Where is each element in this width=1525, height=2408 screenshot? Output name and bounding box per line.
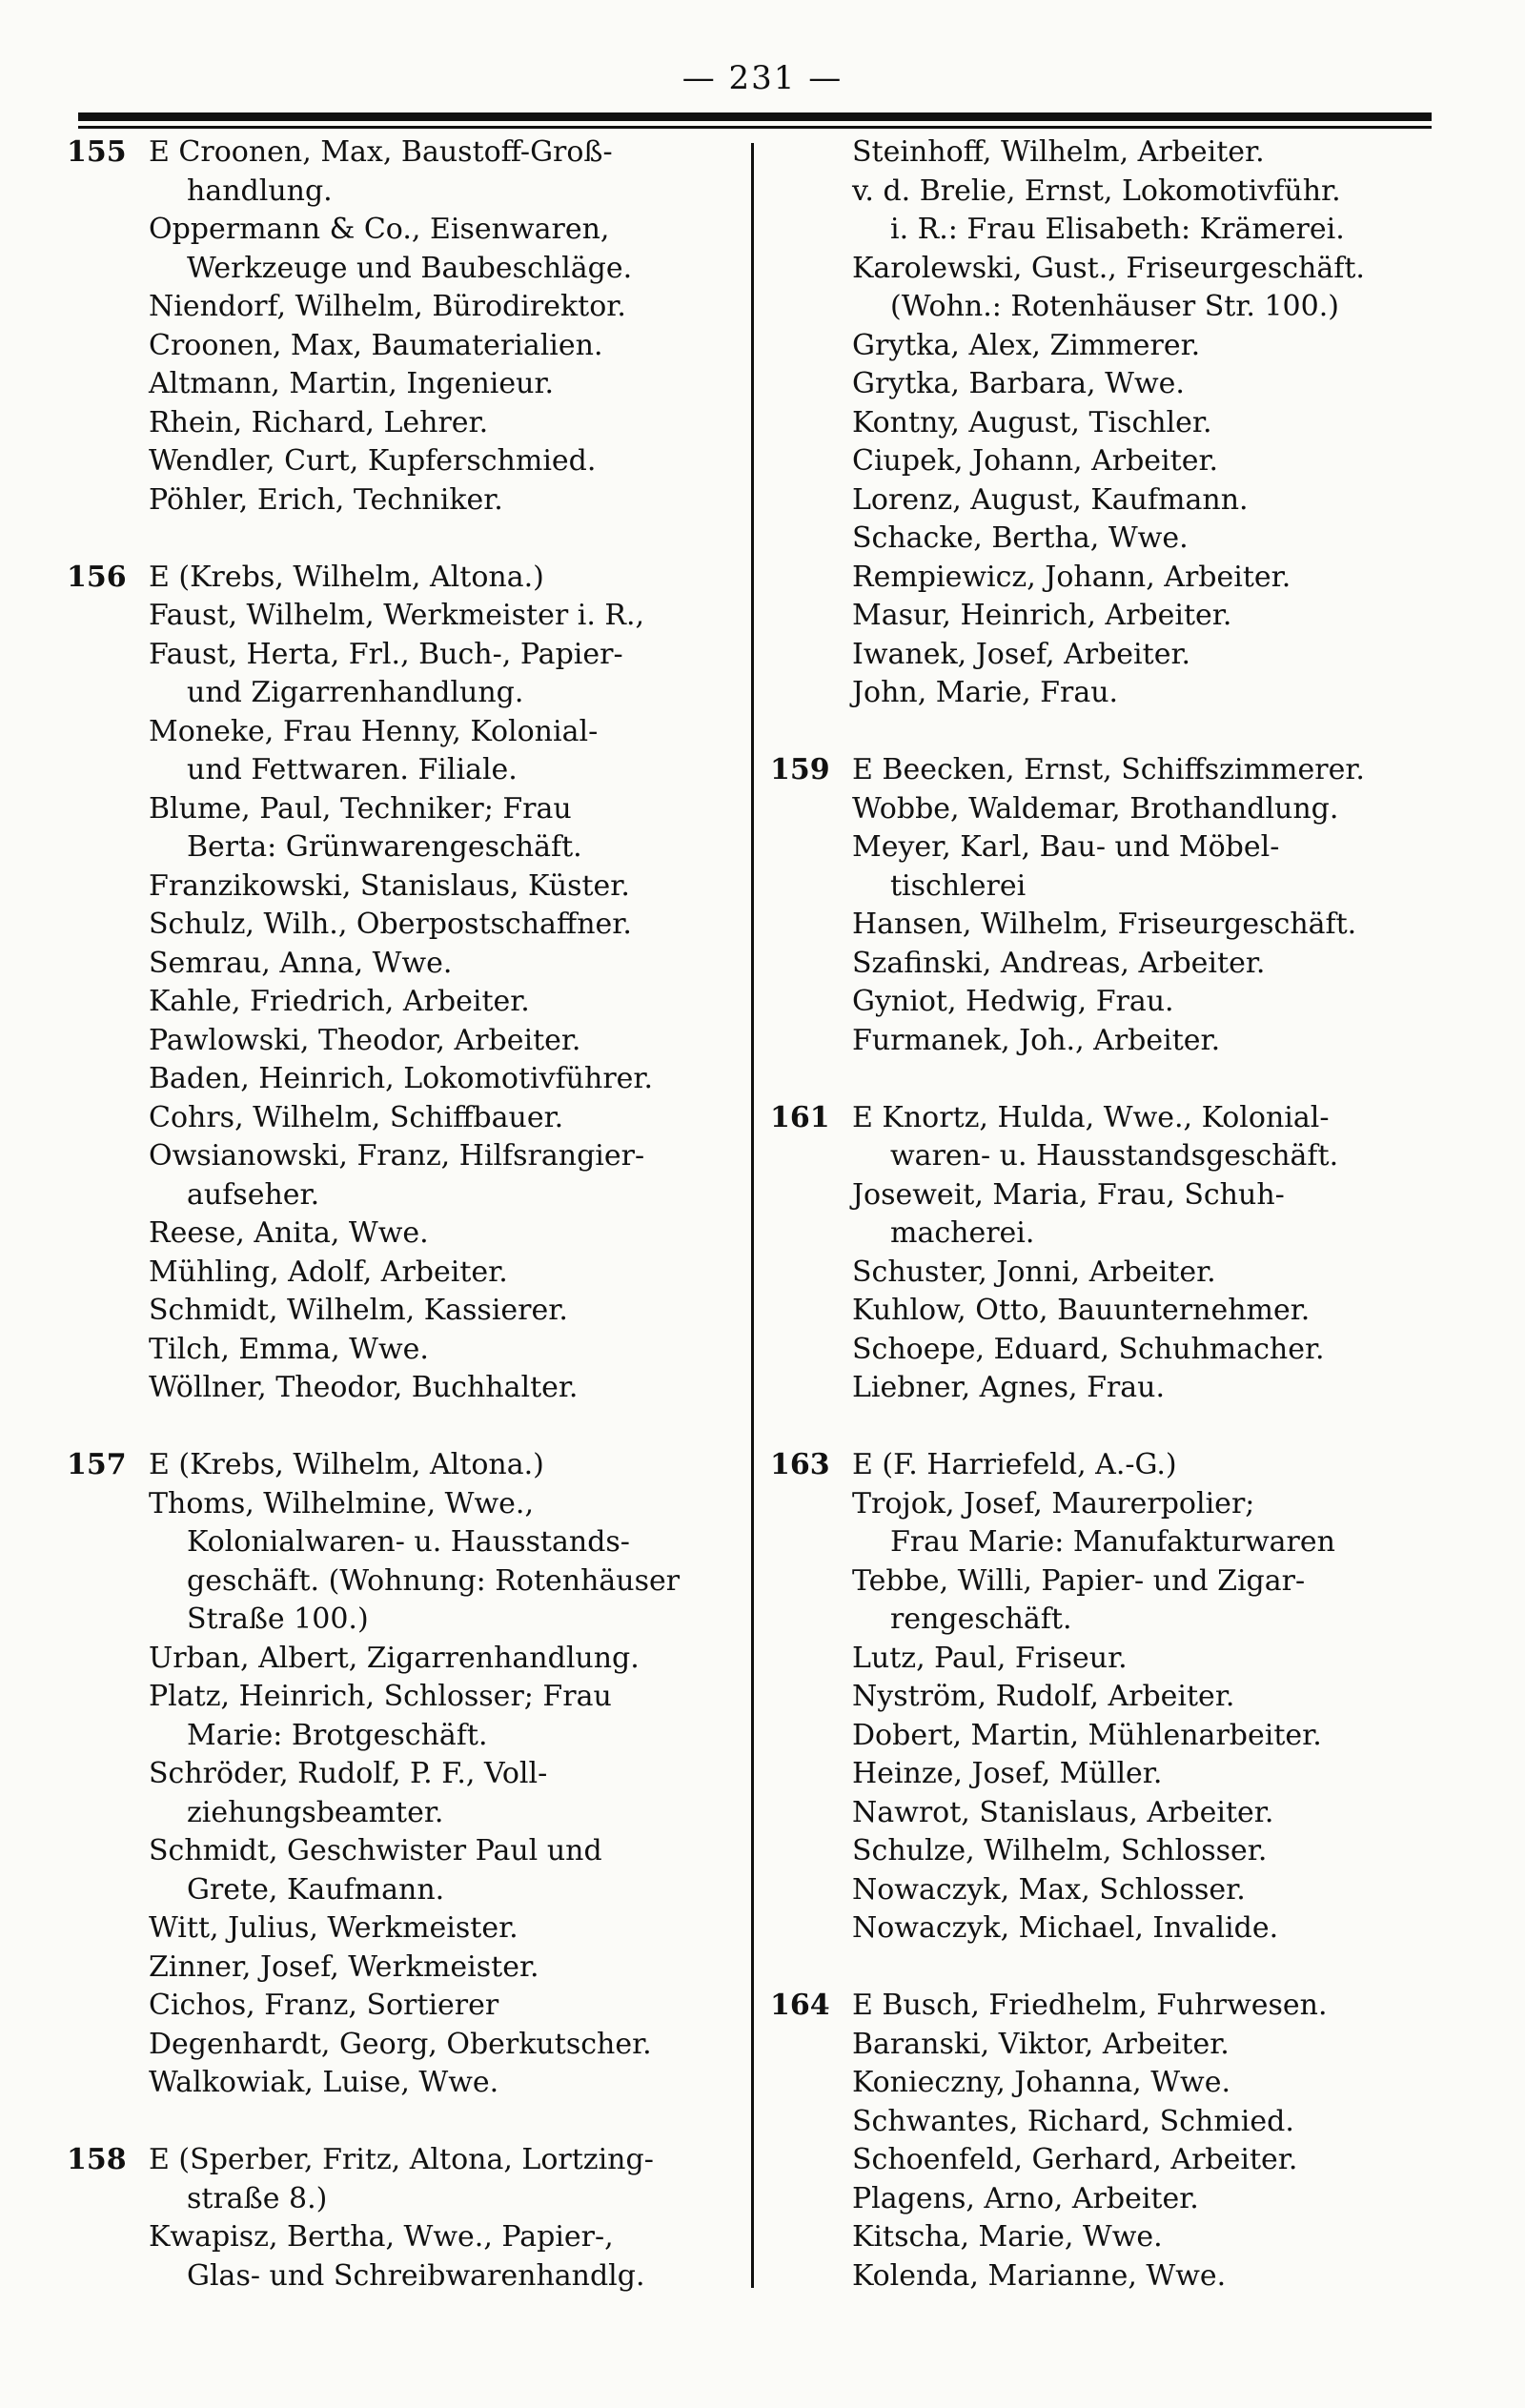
entry-line	[67, 945, 734, 984]
entry-text: Tilch, Emma, Wwe.	[149, 1332, 429, 1366]
entry-line	[770, 1640, 1449, 1679]
entry-line	[67, 906, 734, 945]
entry-line	[770, 1794, 1449, 1833]
entry-line	[770, 442, 1449, 481]
entry-text: Urban, Albert, Zigarrenhandlung.	[149, 1641, 640, 1675]
entry-line	[770, 1099, 1449, 1138]
entry-line	[770, 1485, 1449, 1524]
entry-text: Lutz, Paul, Friseur.	[852, 1641, 1128, 1675]
entry-text: rengeschäft.	[890, 1602, 1072, 1636]
house-number: 156	[67, 560, 127, 594]
entry-text: Steinhoff, Wilhelm, Arbeiter.	[852, 135, 1265, 169]
house-number: 158	[67, 2143, 127, 2176]
entry-text: E (Krebs, Wilhelm, Altona.)	[149, 1448, 544, 1481]
entry-text: Pöhler, Erich, Techniker.	[149, 482, 503, 517]
entry-line	[770, 1446, 1449, 1485]
entry-text: Dobert, Martin, Mühlenarbeiter.	[852, 1718, 1322, 1752]
entry-line	[67, 790, 734, 829]
entry-text: Nowaczyk, Max, Schlosser.	[852, 1872, 1246, 1907]
entry-text: Blume, Paul, Techniker; Frau	[149, 791, 572, 826]
entry-line	[67, 1678, 734, 1717]
entry-text: Nyström, Rudolf, Arbeiter.	[852, 1680, 1235, 1713]
entry-line	[67, 1176, 734, 1215]
entry-text: Schoepe, Eduard, Schuhmacher.	[852, 1332, 1325, 1366]
entry-line	[67, 481, 734, 520]
right-column	[770, 133, 1449, 2296]
entry-text: Cichos, Franz, Sortierer	[149, 1989, 499, 2022]
entry-line	[67, 250, 734, 289]
entry-line	[67, 1601, 734, 1640]
entry-line	[770, 1909, 1449, 1949]
entry-text: Moneke, Frau Henny, Kolonial-	[149, 714, 599, 748]
entry-line	[67, 2064, 734, 2103]
entry-line	[67, 1832, 734, 1871]
entry-line	[67, 1871, 734, 1910]
entry-line	[770, 250, 1449, 289]
entry-text: Kontny, August, Tischler.	[852, 405, 1212, 439]
entry-gap	[67, 520, 734, 559]
entry-line	[67, 404, 734, 443]
entry-line	[67, 636, 734, 675]
entry-text: Karolewski, Gust., Friseurgeschäft.	[852, 251, 1365, 285]
entry-text: tischlerei	[890, 868, 1027, 903]
entry-text: Schacke, Bertha, Wwe.	[852, 521, 1189, 555]
entry-line	[770, 674, 1449, 713]
entry-line	[67, 1446, 734, 1485]
entry-text: Masur, Heinrich, Arbeiter.	[852, 599, 1232, 632]
entry-line	[67, 597, 734, 636]
entry-text: Faust, Herta, Frl., Buch-, Papier-	[149, 637, 623, 671]
entry-text: Schmidt, Geschwister Paul und	[149, 1834, 602, 1867]
entry-line	[770, 751, 1449, 790]
entry-line	[770, 1717, 1449, 1756]
entry-line	[67, 1485, 734, 1524]
entry-line	[67, 751, 734, 790]
entry-line	[67, 867, 734, 907]
entry-line	[770, 1331, 1449, 1370]
entry-text: Wendler, Curt, Kupferschmied.	[149, 444, 597, 478]
entry-line	[67, 1214, 734, 1254]
entry-text: E (F. Harriefeld, A.-G.)	[852, 1448, 1177, 1481]
entry-text: Schröder, Rudolf, P. F., Voll-	[149, 1757, 548, 1790]
entry-line	[770, 404, 1449, 443]
entry-text: Lorenz, August, Kaufmann.	[852, 482, 1249, 517]
entry-line	[770, 327, 1449, 366]
entry-line	[770, 1987, 1449, 2026]
entry-line	[770, 1022, 1449, 1061]
entry-gap	[67, 1408, 734, 1447]
entry-line	[67, 2141, 734, 2180]
entry-line	[67, 1987, 734, 2026]
entry-text: Grete, Kaufmann.	[187, 1872, 445, 1907]
entry-line	[67, 1717, 734, 1756]
entry-text: Ciupek, Johann, Arbeiter.	[852, 444, 1219, 478]
entry-line	[770, 481, 1449, 520]
entry-gap	[770, 1060, 1449, 1099]
entry-gap	[770, 1408, 1449, 1447]
entry-text: Iwanek, Josef, Arbeiter.	[852, 637, 1191, 671]
entry-text: Plagens, Arno, Arbeiter.	[852, 2181, 1199, 2215]
entry-line	[770, 906, 1449, 945]
entry-text: und Zigarrenhandlung.	[187, 676, 524, 709]
entry-line	[770, 983, 1449, 1022]
entry-line	[67, 1022, 734, 1061]
entry-line	[67, 1254, 734, 1293]
entry-line	[67, 674, 734, 713]
house-number: 155	[67, 135, 127, 169]
entry-text: Baranski, Viktor, Arbeiter.	[852, 2027, 1230, 2061]
entry-line	[67, 1949, 734, 1988]
entry-text: Frau Marie: Manufakturwaren	[890, 1525, 1335, 1559]
entry-line	[67, 1794, 734, 1833]
entry-text: Niendorf, Wilhelm, Bürodirektor.	[149, 290, 626, 323]
entry-text: Witt, Julius, Werkmeister.	[149, 1911, 518, 1945]
entry-text: Kolonialwaren- u. Hausstands-	[187, 1525, 630, 1559]
entry-gap	[770, 1949, 1449, 1988]
entry-text: Nawrot, Stanislaus, Arbeiter.	[852, 1795, 1274, 1829]
entry-text: Furmanek, Joh., Arbeiter.	[852, 1023, 1221, 1057]
entry-text: straße 8.)	[187, 2181, 328, 2215]
entry-text: Croonen, Max, Baumaterialien.	[149, 328, 603, 362]
entry-gap	[770, 713, 1449, 752]
entry-text: Schuster, Jonni, Arbeiter.	[852, 1255, 1216, 1289]
entry-line	[770, 636, 1449, 675]
entry-line	[67, 211, 734, 250]
entry-line	[770, 1871, 1449, 1910]
entry-text: Straße 100.)	[187, 1602, 369, 1636]
entry-line	[770, 2218, 1449, 2257]
entry-line	[67, 442, 734, 481]
entry-line	[67, 2026, 734, 2065]
entry-line	[67, 713, 734, 752]
entry-text: Kwapisz, Bertha, Wwe., Papier-,	[149, 2220, 614, 2254]
entry-line	[67, 828, 734, 867]
entry-line	[770, 2103, 1449, 2142]
entry-text: Mühling, Adolf, Arbeiter.	[149, 1255, 508, 1289]
entry-text: Heinze, Josef, Müller.	[852, 1757, 1163, 1790]
entry-text: Walkowiak, Luise, Wwe.	[149, 2066, 499, 2099]
entry-line	[67, 1137, 734, 1176]
entry-text: Schwantes, Richard, Schmied.	[852, 2104, 1294, 2138]
entry-text: Kolenda, Marianne, Wwe.	[852, 2258, 1227, 2293]
entry-text: Wobbe, Waldemar, Brothandlung.	[852, 791, 1339, 826]
entry-gap	[67, 2103, 734, 2142]
left-column	[67, 133, 734, 2296]
entry-line	[770, 365, 1449, 404]
entry-text: (Wohn.: Rotenhäuser Str. 100.)	[890, 290, 1339, 323]
entry-text: Semrau, Anna, Wwe.	[149, 946, 453, 980]
entry-text: Trojok, Josef, Maurerpolier;	[852, 1486, 1255, 1520]
entry-text: geschäft. (Wohnung: Rotenhäuser	[187, 1563, 681, 1598]
entry-text: Werkzeuge und Baubeschläge.	[187, 251, 633, 285]
house-number: 159	[770, 753, 830, 786]
entry-text: Hansen, Wilhelm, Friseurgeschäft.	[852, 908, 1357, 941]
entry-text: Schulze, Wilhelm, Schlosser.	[852, 1834, 1268, 1867]
entry-text: Oppermann & Co., Eisenwaren,	[149, 213, 610, 246]
entry-text: ziehungsbeamter.	[187, 1795, 444, 1829]
entry-text: Tebbe, Willi, Papier- und Zigar-	[852, 1563, 1306, 1598]
entry-text: waren- u. Hausstandsgeschäft.	[890, 1139, 1339, 1173]
entry-text: Rhein, Richard, Lehrer.	[149, 405, 489, 439]
entry-line	[67, 365, 734, 404]
entry-line	[67, 1369, 734, 1408]
entry-text: Franzikowski, Stanislaus, Küster.	[149, 868, 630, 903]
entry-text: i. R.: Frau Elisabeth: Krämerei.	[890, 213, 1345, 246]
entry-text: Joseweit, Maria, Frau, Schuh-	[852, 1177, 1285, 1212]
header-rule-thick	[78, 112, 1432, 121]
entry-line	[67, 1331, 734, 1370]
entry-line	[770, 1755, 1449, 1794]
entry-text: E (Sperber, Fritz, Altona, Lortzing-	[149, 2143, 654, 2176]
entry-text: Platz, Heinrich, Schlosser; Frau	[149, 1680, 612, 1713]
entry-line	[770, 133, 1449, 173]
entry-text: Zinner, Josef, Werkmeister.	[149, 1949, 539, 1984]
entry-text: macherei.	[890, 1216, 1035, 1250]
entry-text: aufseher.	[187, 1177, 320, 1212]
entry-text: und Fettwaren. Filiale.	[187, 753, 518, 786]
entry-line	[67, 1060, 734, 1099]
entry-line	[770, 1562, 1449, 1602]
entry-line	[770, 2141, 1449, 2180]
entry-text: Owsianowski, Franz, Hilfsrangier-	[149, 1139, 645, 1173]
entry-line	[67, 133, 734, 173]
entry-line	[770, 288, 1449, 327]
entry-text: Kitscha, Marie, Wwe.	[852, 2220, 1163, 2254]
header-rule-thin	[78, 126, 1432, 129]
entry-line	[67, 983, 734, 1022]
entry-text: Glas- und Schreibwarenhandlg.	[187, 2258, 645, 2293]
entry-text: Schoenfeld, Gerhard, Arbeiter.	[852, 2143, 1298, 2176]
entry-line	[770, 828, 1449, 867]
entry-text: Szafinski, Andreas, Arbeiter.	[852, 946, 1266, 980]
entry-text: Cohrs, Wilhelm, Schiffbauer.	[149, 1100, 564, 1134]
entry-text: E (Krebs, Wilhelm, Altona.)	[149, 560, 544, 594]
entry-text: Kuhlow, Otto, Bauunternehmer.	[852, 1294, 1311, 1327]
entry-line	[67, 288, 734, 327]
entry-text: Kahle, Friedrich, Arbeiter.	[149, 985, 530, 1018]
entry-line	[67, 2218, 734, 2257]
entry-line	[770, 945, 1449, 984]
house-number: 161	[770, 1100, 830, 1134]
entry-text: handlung.	[187, 173, 333, 208]
entry-text: Nowaczyk, Michael, Invalide.	[852, 1911, 1279, 1945]
house-number: 163	[770, 1448, 830, 1481]
entry-line	[770, 1137, 1449, 1176]
entry-line	[67, 2180, 734, 2219]
entry-line	[770, 2180, 1449, 2219]
entry-line	[67, 1562, 734, 1602]
entry-text: Pawlowski, Theodor, Arbeiter.	[149, 1023, 581, 1057]
entry-line	[770, 867, 1449, 907]
entry-text: E Croonen, Max, Baustoff-Groß-	[149, 135, 613, 169]
page-number: — 231 —	[681, 59, 844, 97]
entry-line	[770, 1832, 1449, 1871]
entry-text: Marie: Brotgeschäft.	[187, 1718, 488, 1752]
entry-line	[67, 1755, 734, 1794]
entry-line	[67, 2257, 734, 2296]
entry-line	[67, 173, 734, 212]
entry-text: Gyniot, Hedwig, Frau.	[852, 985, 1174, 1018]
entry-text: E Busch, Friedhelm, Fuhrwesen.	[852, 1989, 1328, 2022]
entry-line	[770, 1678, 1449, 1717]
entry-text: Schmidt, Wilhelm, Kassierer.	[149, 1294, 568, 1327]
entry-line	[770, 2257, 1449, 2296]
entry-text: E Beecken, Ernst, Schiffszimmerer.	[852, 753, 1365, 786]
entry-line	[770, 173, 1449, 212]
entry-text: Degenhardt, Georg, Oberkutscher.	[149, 2027, 652, 2061]
entry-text: Faust, Wilhelm, Werkmeister i. R.,	[149, 599, 645, 632]
entry-line	[770, 520, 1449, 559]
entry-line	[67, 1099, 734, 1138]
entry-text: Liebner, Agnes, Frau.	[852, 1371, 1165, 1404]
entry-line	[67, 327, 734, 366]
entry-line	[770, 1176, 1449, 1215]
entry-line	[770, 211, 1449, 250]
entry-line	[770, 1523, 1449, 1562]
entry-line	[770, 1214, 1449, 1254]
entry-text: Altmann, Martin, Ingenieur.	[149, 367, 555, 400]
entry-line	[770, 2064, 1449, 2103]
entry-text: Reese, Anita, Wwe.	[149, 1216, 429, 1250]
entry-line	[770, 559, 1449, 598]
entry-line	[67, 559, 734, 598]
entry-text: Rempiewicz, Johann, Arbeiter.	[852, 560, 1291, 594]
entry-text: Wöllner, Theodor, Buchhalter.	[149, 1371, 579, 1404]
house-number: 164	[770, 1989, 830, 2022]
entry-text: John, Marie, Frau.	[852, 676, 1119, 709]
entry-text: E Knortz, Hulda, Wwe., Kolonial-	[852, 1100, 1330, 1134]
entry-line	[770, 1292, 1449, 1331]
entry-text: Baden, Heinrich, Lokomotivführer.	[149, 1062, 653, 1095]
entry-line	[770, 1254, 1449, 1293]
entry-text: Thoms, Wilhelmine, Wwe.,	[149, 1486, 535, 1520]
entry-line	[67, 1909, 734, 1949]
entry-text: Schulz, Wilh., Oberpostschaffner.	[149, 908, 632, 941]
column-divider	[751, 143, 754, 2288]
entry-line	[67, 1292, 734, 1331]
entry-text: Grytka, Alex, Zimmerer.	[852, 328, 1201, 362]
entry-text: v. d. Brelie, Ernst, Lokomotivführ.	[852, 173, 1341, 208]
entry-line	[770, 2026, 1449, 2065]
entry-line	[770, 790, 1449, 829]
entry-line	[770, 1369, 1449, 1408]
entry-line	[67, 1640, 734, 1679]
entry-text: Grytka, Barbara, Wwe.	[852, 367, 1185, 400]
entry-text: Konieczny, Johanna, Wwe.	[852, 2066, 1231, 2099]
entry-text: Meyer, Karl, Bau- und Möbel-	[852, 830, 1280, 864]
entry-text: Berta: Grünwarengeschäft.	[187, 830, 582, 864]
entry-line	[770, 597, 1449, 636]
entry-line	[67, 1523, 734, 1562]
house-number: 157	[67, 1448, 127, 1481]
entry-line	[770, 1601, 1449, 1640]
